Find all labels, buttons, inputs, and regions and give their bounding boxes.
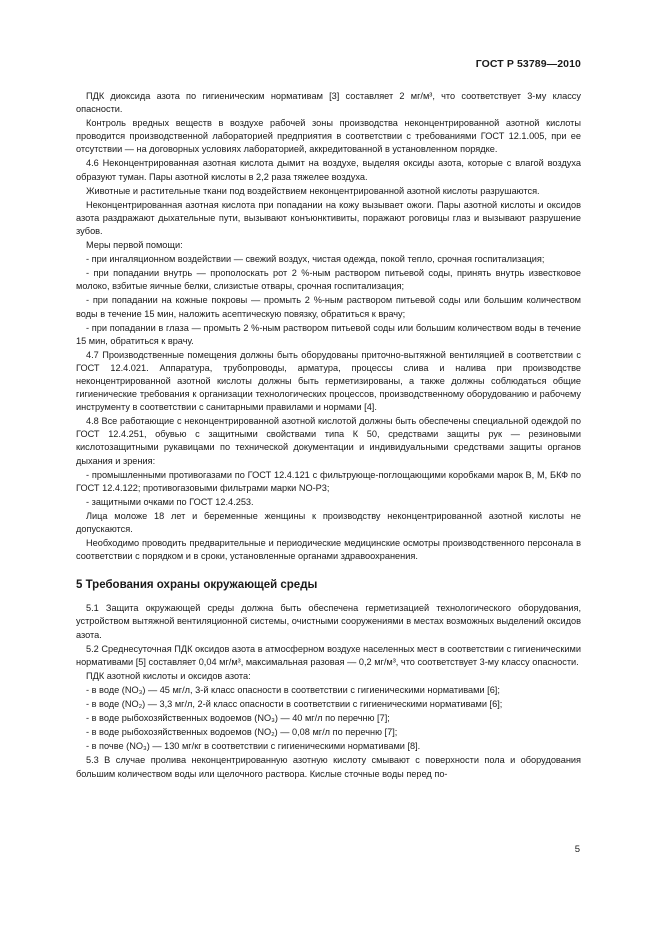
list-item: - промышленными противогазами по ГОСТ 12.4.121 с фильтрующе-поглощающими коробками марок В, М, БКФ по ГОСТ 12.4.122; противогазовыми фильтрами марки NO-P3; bbox=[76, 469, 581, 493]
paragraph-no2-pdk: ПДК диоксида азота по гигиеническим нормативам [3] составляет 2 мг/м³, что соответствует 3-му классу опасности. bbox=[76, 91, 581, 115]
paragraph-5-1: 5.1 Защита окружающей среды должна быть обеспечена герметизацией технологического оборудования, устройством вытяжной вентиляционной системы, очистными сооружениями в местах возможных выделений оксидов азота. bbox=[76, 603, 581, 640]
paragraph-skin-burns: Неконцентрированная азотная кислота при попадании на кожу вызывает ожоги. Пары азотной кислоты и оксидов азота раздражают дыхательные пути, вызывают конъюнктивиты, поражают роговицы глаз и вызывают разрушение зубов. bbox=[76, 199, 581, 236]
paragraph-4-6: 4.6 Неконцентрированная азотная кислота дымит на воздухе, выделяя оксиды азота, которые с влагой воздуха образуют туман. Пары азотной кислоты в 2,2 раза тяжелее воздуха. bbox=[76, 158, 581, 182]
list-item: - при попадании на кожные покровы — промыть 2 %-ным раствором питьевой соды или большим количеством воды в течение 15 мин, наложить асептическую повязку, обратиться к врачу; bbox=[76, 295, 581, 319]
list-item: - в воде (NO₂) — 3,3 мг/л, 2-й класс опасности в соответствии с гигиеническими нормативами [6]; bbox=[86, 699, 503, 710]
first-aid-heading: Меры первой помощи: bbox=[86, 240, 183, 251]
paragraph-tissue-damage: Животные и растительные ткани под воздействием неконцентрированной азотной кислоты разрушаются. bbox=[86, 185, 540, 196]
list-item: - в почве (NO₃) — 130 мг/кг в соответствии с гигиеническими нормативами [8]. bbox=[86, 741, 421, 752]
list-item: - в воде рыбохозяйственных водоемов (NO₂) — 0,08 мг/л по перечню [7]; bbox=[86, 727, 398, 738]
list-item: - при попадании в глаза — промыть 2 %-ным раствором питьевой соды или большим количеством воды в течение 15 мин, обратиться к врачу. bbox=[76, 322, 581, 346]
list-item: - в воде рыбохозяйственных водоемов (NO₃) — 40 мг/л по перечню [7]; bbox=[86, 713, 390, 724]
page-body bbox=[76, 90, 581, 782]
list-item: - при попадании внутрь — прополоскать рот 2 %-ным раствором питьевой соды, принять внутрь известковое молоко, взбитые яичные белки, слизистые отвары, срочная госпитализация; bbox=[76, 268, 581, 292]
paragraph-5-2: 5.2 Среднесуточная ПДК оксидов азота в атмосферном воздухе населенных мест в соответствии с гигиеническими нормативами [5] составляет 0,04 мг/м³, максимальная разовая — 0,2 мг/м³, что соответствует 3-му классу опасности. bbox=[76, 643, 581, 667]
paragraph-medical-exams: Необходимо проводить предварительные и периодические медицинские осмотры производственного персонала в соответствии с порядком и в сроки, установленные органами здравоохранения. bbox=[76, 538, 581, 562]
list-item: - в воде (NO₃) — 45 мг/л, 3-й класс опасности в соответствии с гигиеническими нормативами [6]; bbox=[86, 684, 500, 695]
list-item: - защитными очками по ГОСТ 12.4.253. bbox=[86, 496, 254, 507]
section-5-heading: 5 Требования охраны окружающей среды bbox=[76, 579, 318, 592]
document-id-header: ГОСТ Р 53789—2010 bbox=[475, 58, 581, 70]
paragraph-4-7: 4.7 Производственные помещения должны быть оборудованы приточно-вытяжной вентиляцией в соответствии с ГОСТ 12.4.021. Аппаратура, трубопроводы, арматура, процессы слива и налива при производстве неконцентрированной азотной кислоты должны быть герметизированы, а также должны соблюдаться общие гигиенические требования к организации технологических процессов, производственному оборудованию и рабочему инструменту в соответствии с санитарными правилами и нормами [4]. bbox=[76, 349, 581, 413]
paragraph-4-8: 4.8 Все работающие с неконцентрированной азотной кислотой должны быть обеспечены специальной одеждой по ГОСТ 12.4.251, обувью с защитными свойствами типа К 50, средствами защиты рук — резиновыми кислотозащитными рукавицами по технической документации и индивидуальными средствами защиты органов дыхания и зрения: bbox=[76, 416, 581, 466]
pdk-list-heading: ПДК азотной кислоты и оксидов азота: bbox=[86, 670, 251, 681]
list-item: - при ингаляционном воздействии — свежий воздух, чистая одежда, покой тепло, срочная госпитализация; bbox=[86, 254, 545, 265]
paragraph-air-control: Контроль вредных веществ в воздухе рабочей зоны производства неконцентрированной азотной кислоты проводится производственной лабораторией предприятия в соответствии с требованиями ГОСТ 12.1.005, при ее отсутствии — на договорных условиях лабораторией, аккредитованной в установленном порядке. bbox=[76, 118, 581, 155]
paragraph-5-3: 5.3 В случае пролива неконцентрированную азотную кислоту смывают с поверхности пола и оборудования большим количеством воды или щелочного раствора. Кислые сточные воды перед по- bbox=[76, 755, 581, 779]
page-number: 5 bbox=[574, 844, 580, 855]
paragraph-age-restriction: Лица моложе 18 лет и беременные женщины к производству неконцентрированной азотной кислоты не допускаются. bbox=[76, 510, 581, 534]
